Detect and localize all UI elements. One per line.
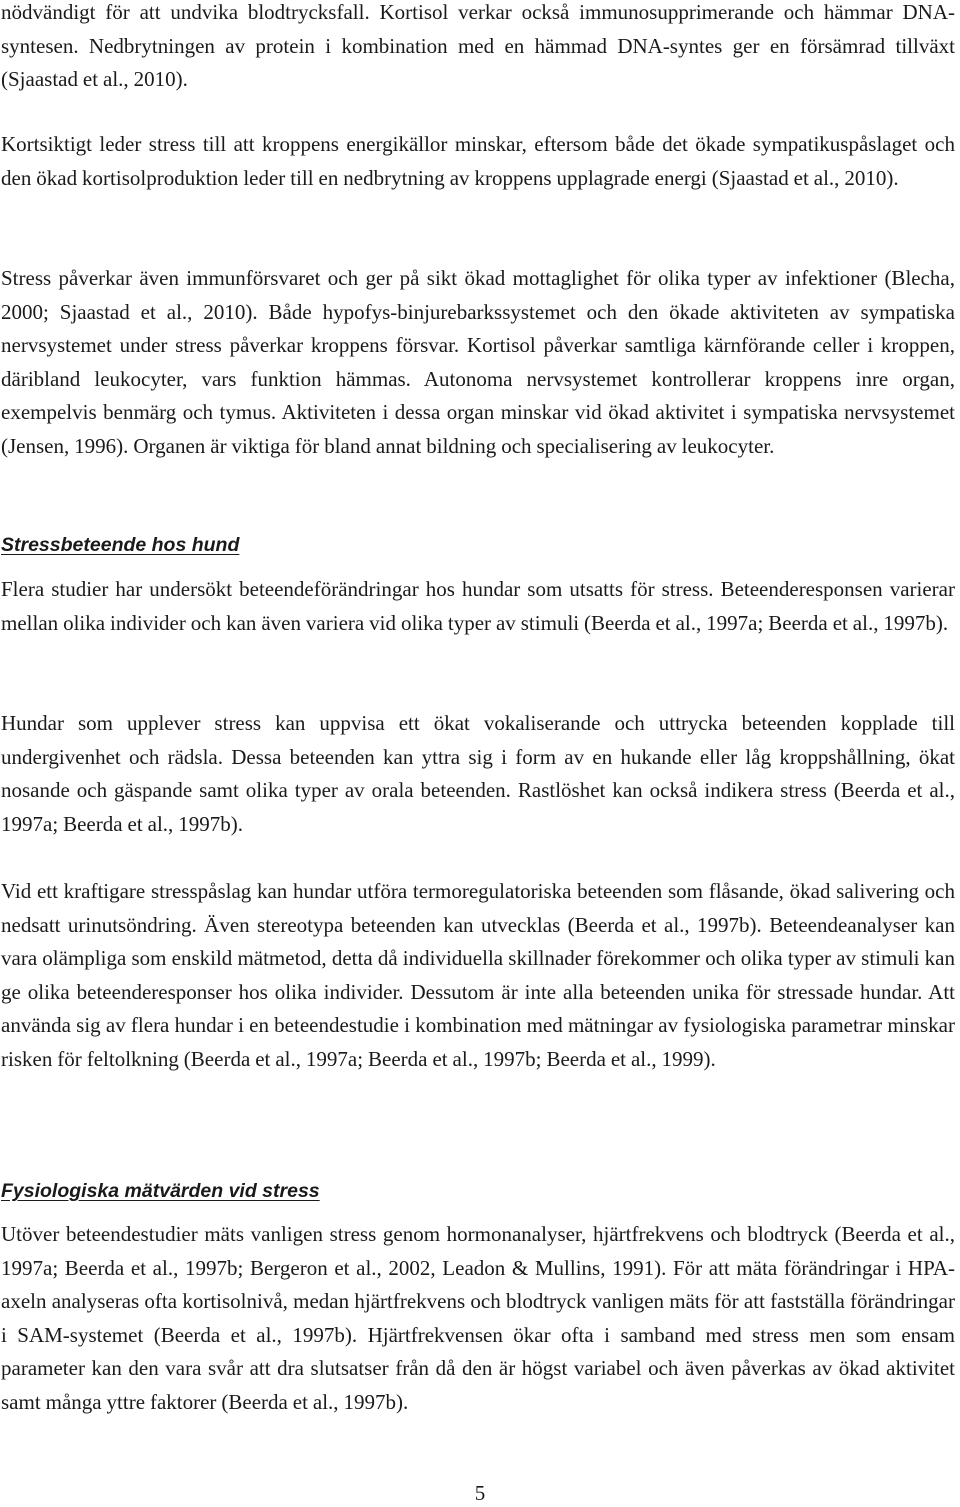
paragraph-strong-stress-response: Vid ett kraftigare stresspåslag kan hundar utföra termoregulatoriska beteenden som flåsande, ökad salivering och nedsatt urinutsöndring. Även stereotypa beteenden kan utvecklas (Beerda et al., 1997b). Beteendeanalyser kan vara olämpliga som enskild mätmetod, detta då individuella skillnader förekommer och olika typer av stimuli kan ge olika beteenderesponser hos olika individer. Dessutom är inte alla beteenden unika för stressade hundar. Att använda sig av flera hundar i en beteendestudie i kombination med mätningar av fysiologiska parametrar minskar risken för feltolkning (Beerda et al., 1997a; Beerda et al., 1997b; Beerda et al., 1999). xyxy=(1,879,955,1071)
paragraph-glucocorticoid-effects: nödvändigt för att undvika blodtrycksfall. Kortisol verkar också immunosupprimerande och hämmar DNA-syntesen. Nedbrytningen av protein i kombination med en hämmad DNA-syntes ger en försämrad tillväxt (Sjaastad et al., 2010). xyxy=(1,0,955,92)
paragraph-behaviour-studies: Flera studier har undersökt beteendeförändringar hos hundar som utsatts för stress. Beteenderesponsen varierar mellan olika individer och kan även variera vid olika typer av stimuli (Beerda et al., 1997a; Beerda et al., 1997b). xyxy=(1,577,955,635)
section-heading-physiological-measures: Fysiologiska mätvärden vid stress xyxy=(1,1180,320,1202)
paragraph-energy-depletion: Kortsiktigt leder stress till att kroppens energikällor minskar, eftersom både det ökade sympatikuspåslaget och den ökad kortisolproduktion leder till en nedbrytning av kroppens upplagrade energi (Sjaastad et al., 2010). xyxy=(1,132,955,190)
paragraph-hormone-heart-rate: Utöver beteendestudier mäts vanligen stress genom hormonanalyser, hjärtfrekvens och blodtryck (Beerda et al., 1997a; Beerda et al., 1997b; Bergeron et al., 2002, Leadon & Mullins, 1991). För att mäta förändringar i HPA-axeln analyseras ofta kortisolnivå, medan hjärtfrekvens och blodtryck vanligen mäts för att fastställa förändringar i SAM-systemet (Beerda et al., 1997b). Hjärtfrekvensen ökar ofta i samband med stress men som ensam parameter kan den vara svår att dra slutsatser från då den är högst variabel och även påverkas av ökad aktivitet samt många yttre faktorer (Beerda et al., 1997b). xyxy=(1,1222,955,1414)
paragraph-immune-system: Stress påverkar även immunförsvaret och ger på sikt ökad mottaglighet för olika typer av infektioner (Blecha, 2000; Sjaastad et al., 2010). Både hypofys-binjurebarkssystemet och den ökade aktiviteten av sympatiska nervsystemet under stress påverkar kroppens försvar. Kortisol påverkar samtliga kärnförande celler i kroppen, däribland leukocyter, vars funktion hämmas. Autonoma nervsystemet kontrollerar kroppens inre organ, exempelvis benmärg och tymus. Aktiviteten i dessa organ minskar vid ökad aktivitet i sympatiska nervsystemet (Jensen, 1996). Organen är viktiga för bland annat bildning och specialisering av leukocyter. xyxy=(1,266,955,458)
paragraph-stress-signs: Hundar som upplever stress kan uppvisa ett ökat vokaliserande och uttrycka beteenden kopplade till undergivenhet och rädsla. Dessa beteenden kan yttra sig i form av en hukande eller låg kroppshållning, ökat nosande och gäspande samt olika typer av orala beteenden. Rastlöshet kan också indikera stress (Beerda et al., 1997a; Beerda et al., 1997b). xyxy=(1,711,955,836)
section-heading-stress-behaviour: Stressbeteende hos hund xyxy=(1,534,240,556)
page-number: 5 xyxy=(474,1481,486,1505)
